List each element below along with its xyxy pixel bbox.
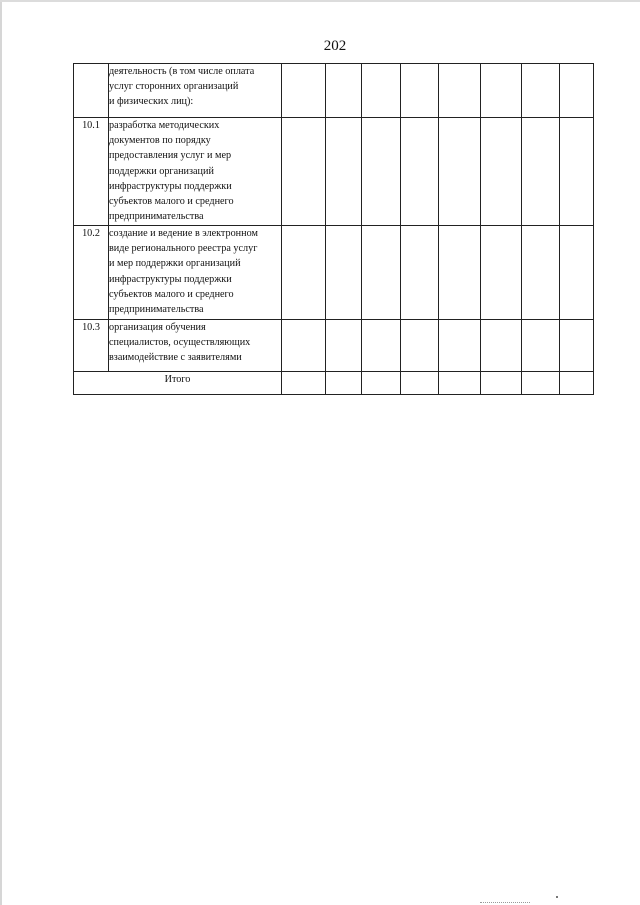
description-line: документов по порядку (109, 135, 211, 147)
table-cell (282, 64, 326, 118)
table-cell (401, 372, 439, 395)
table-cell (282, 226, 326, 320)
page-number: 202 (323, 38, 347, 54)
table-cell (481, 64, 522, 118)
row-description (109, 118, 282, 226)
description-line: и физических лиц): (109, 96, 194, 108)
table-cell (326, 64, 362, 118)
description-line: специалистов, осуществляющих (109, 337, 251, 349)
description-line: предпринимательства (109, 211, 204, 223)
table-cell (326, 372, 362, 395)
description-line: организация обучения (109, 322, 206, 333)
table-cell (560, 320, 594, 372)
table-row (74, 320, 594, 372)
table-cell (481, 118, 522, 226)
row-number: 10.3 (74, 320, 109, 372)
table-cell (522, 372, 560, 395)
description-line: взаимодействие с заявителями (109, 352, 242, 364)
description-line: предпринимательства (109, 304, 204, 316)
table-cell (439, 64, 481, 118)
table-cell (439, 372, 481, 395)
table-row (74, 118, 594, 226)
row-number: 10.1 (74, 118, 109, 226)
description-line: субъектов малого и среднего (109, 288, 234, 300)
table-cell (362, 372, 401, 395)
table-cell (326, 320, 362, 372)
table-cell (282, 372, 326, 395)
description-line: виде регионального реестра услуг (109, 243, 258, 255)
table-cell (362, 64, 401, 118)
table-cell (326, 226, 362, 320)
table-cell (401, 64, 439, 118)
scan-left-edge (0, 0, 2, 905)
total-row (74, 372, 594, 395)
table-row (74, 226, 594, 320)
table-cell (522, 118, 560, 226)
budget-table (73, 63, 594, 395)
table-cell (522, 226, 560, 320)
scan-speck (556, 896, 558, 898)
table-cell (362, 118, 401, 226)
table-cell (522, 64, 560, 118)
description-line: деятельность (в том числе оплата (109, 66, 255, 77)
table-cell (560, 226, 594, 320)
total-label: Итого (74, 372, 282, 395)
scan-artifact (480, 902, 530, 904)
table-cell (282, 118, 326, 226)
row-number (74, 64, 109, 118)
description-line: и мер поддержки организаций (109, 258, 241, 270)
description-line: инфраструктуры поддержки (109, 273, 232, 285)
description-line: инфраструктуры поддержки (109, 180, 232, 192)
description-line: услуг сторонних организаций (109, 81, 239, 93)
table-cell (326, 118, 362, 226)
row-number: 10.2 (74, 226, 109, 320)
table-cell (401, 118, 439, 226)
table-cell (401, 226, 439, 320)
table-cell (439, 118, 481, 226)
table-cell (560, 118, 594, 226)
table-cell (282, 320, 326, 372)
table-cell (362, 226, 401, 320)
description-line: создание и ведение в электронном (109, 228, 258, 239)
table-cell (560, 372, 594, 395)
description-line: поддержки организаций (109, 165, 214, 177)
row-description (109, 64, 282, 118)
row-description (109, 320, 282, 372)
table-cell (481, 320, 522, 372)
table-cell (439, 320, 481, 372)
row-description (109, 226, 282, 320)
table-cell (439, 226, 481, 320)
table-cell (481, 226, 522, 320)
scan-top-edge (0, 0, 640, 2)
table-cell (481, 372, 522, 395)
description-line: разработка методических (109, 120, 220, 131)
table-cell (560, 64, 594, 118)
table-row (74, 64, 594, 118)
table-cell (401, 320, 439, 372)
table-cell (362, 320, 401, 372)
description-line: предоставления услуг и мер (109, 150, 232, 162)
description-line: субъектов малого и среднего (109, 196, 234, 208)
table-cell (522, 320, 560, 372)
